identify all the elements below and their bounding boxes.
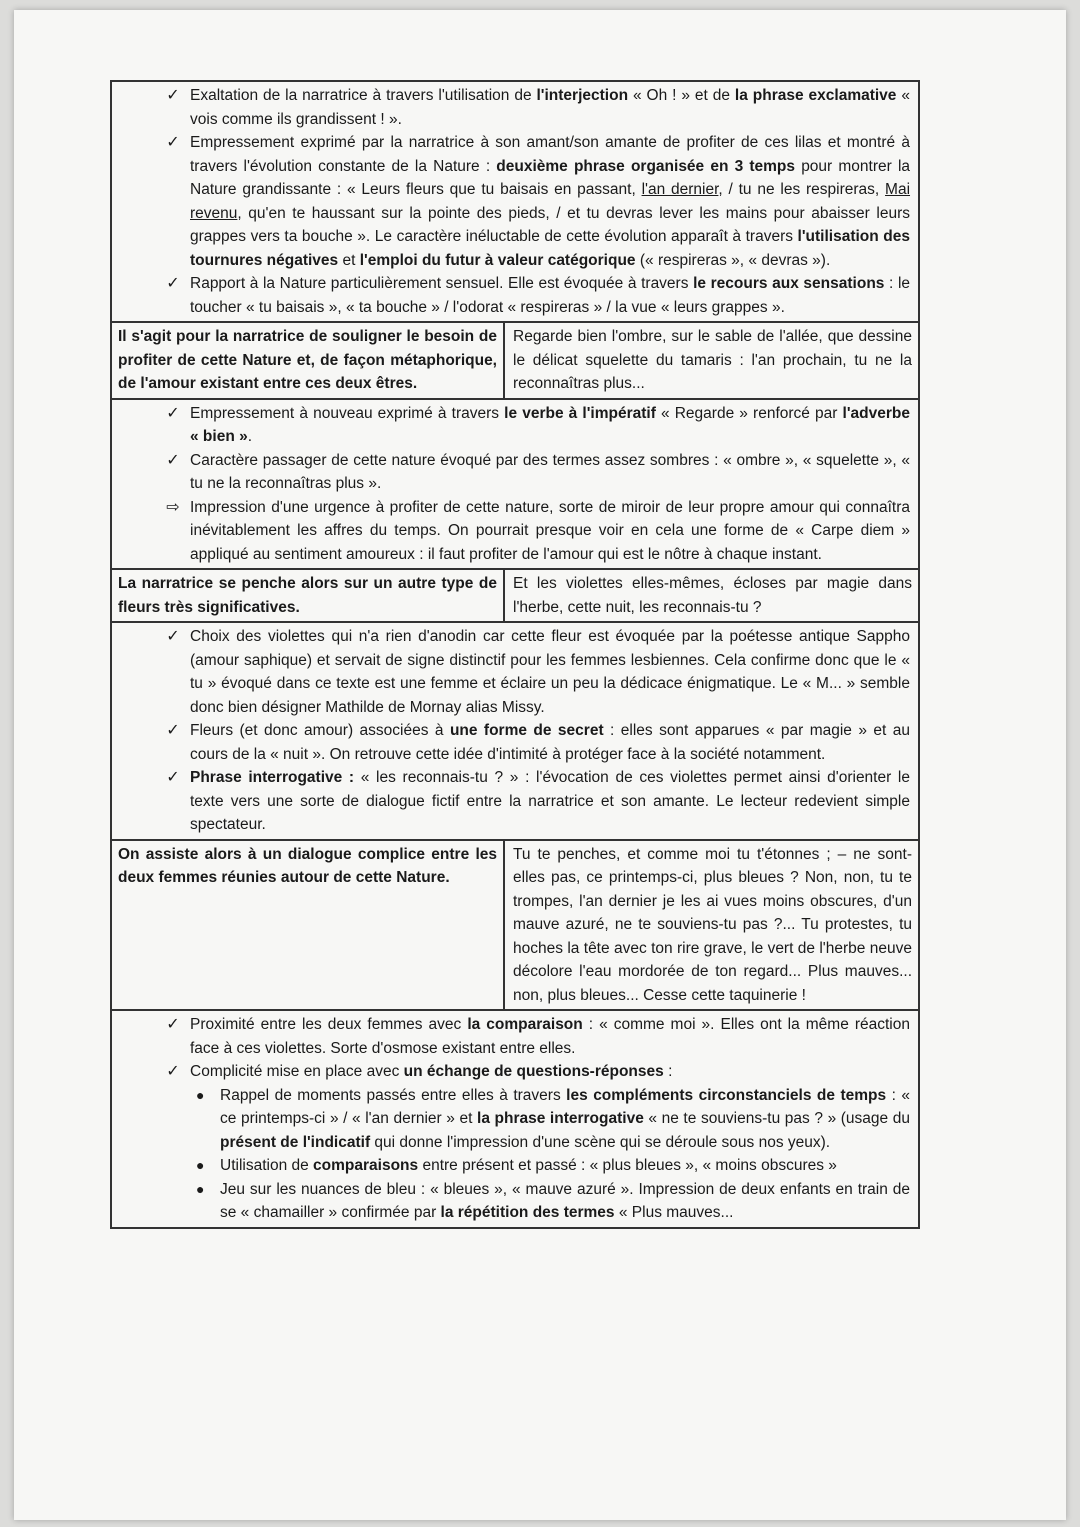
text-span: Rapport à la Nature particulièrement sensuel. Elle est évoquée à travers: [190, 275, 694, 292]
quote-row: [112, 321, 918, 398]
text-span: Empressement à nouveau exprimé à travers: [190, 404, 505, 422]
commentary-item: [120, 84, 910, 131]
checkmark-icon: ✓: [166, 275, 180, 292]
checkmark-icon: ✓: [166, 1063, 180, 1080]
commentary-block: [112, 1009, 918, 1227]
emphasized-text: la phrase exclamative: [734, 87, 897, 104]
text-span: Proximité entre les deux femmes avec: [190, 1016, 468, 1033]
commentary-list: [120, 1013, 910, 1225]
text-span: : « ce printemps-ci » / « l'an dernier » et: [220, 1086, 910, 1127]
analysis-cell: On assiste alors à un dialogue complice entre les deux femmes réunies autour de cette Nature.: [112, 841, 505, 1010]
text-span: Exaltation de la narratrice à travers l'utilisation de: [190, 87, 537, 104]
emphasized-text: une forme de secret: [449, 722, 604, 739]
commentary-item: [120, 625, 910, 719]
emphasized-text: l'emploi du futur à valeur catégorique: [359, 251, 636, 269]
text-span: Complicité mise en place avec: [190, 1063, 404, 1080]
text-span: Choix des violettes qui n'a rien d'anodin car cette fleur est évoquée par la poétesse antique Sappho (amour saphique) et servait de signe distinctif pour les femmes lesbiennes. Cela confirme donc que le « tu » évoqué dans ce texte est une femme et éclaire un peu la dédicace énigmatique. Le « M... » semble donc bien désigner Mathilde de Mornay alias Missy.: [190, 628, 910, 716]
text-span: Jeu sur les nuances de bleu : « bleues », « mauve azuré ». Impression de deux enfants en train de se « chamailler » confirmée par: [220, 1180, 910, 1221]
checkmark-icon: ✓: [166, 451, 180, 469]
text-span: « ne te souviens-tu pas ? » (usage du: [643, 1110, 910, 1127]
text-span: « Regarde » renforcé par: [655, 404, 843, 422]
sub-list-item: [120, 1178, 910, 1225]
checkmark-icon: ✓: [166, 87, 180, 104]
paper-sheet: [14, 10, 1066, 1520]
commentary-item: [120, 496, 910, 567]
commentary-item: [120, 1013, 910, 1060]
commentary-item: [120, 766, 910, 837]
text-span: : « comme moi ». Elles ont la même réaction face à ces violettes. Sorte d'osmose existant entre elles.: [190, 1016, 910, 1057]
emphasized-text: comparaisons: [313, 1157, 419, 1174]
text-span: : elles sont apparues « par magie » et au cours de la « nuit ». On retrouve cette idée d'intimité à protéger face à la société notamment.: [190, 722, 910, 763]
emphasized-text: les compléments circonstanciels de temps: [566, 1086, 887, 1104]
emphasized-text: l'interjection: [536, 87, 629, 104]
underlined-text: Mai revenu: [190, 181, 911, 222]
emphasized-text: la répétition des termes: [440, 1204, 615, 1221]
checkmark-icon: ✓: [166, 404, 180, 422]
text-span: qui donne l'impression d'une scène qui se déroule sous nos yeux).: [370, 1133, 831, 1151]
text-span: , / tu ne les respireras,: [718, 181, 886, 198]
commentary-list: [120, 84, 910, 319]
bullet-icon: ●: [196, 1157, 205, 1173]
text-span: Utilisation de: [220, 1157, 314, 1174]
quote-cell: Tu te penches, et comme moi tu t'étonnes ; – ne sont-elles pas, ce printemps-ci, plus bleues ? Non, non, tu te trompes, l'an dernier je les ai vues moins obscures, d'un mauve azuré, ne te souviens-tu pas ?... Tu protestes, tu hoches la tête avec ton rire grave, le vert de l'herbe neuve décolore l'eau mordorée de ton regard... Plus mauves... non, plus bleues... Cesse cette taquinerie !: [513, 845, 912, 1004]
checkmark-icon: ✓: [166, 722, 180, 739]
underlined-text: l'an dernier: [641, 181, 719, 198]
commentary-list: [120, 625, 910, 837]
arrow-right-icon: ⇨: [166, 498, 180, 516]
sub-list-item: [120, 1084, 910, 1155]
quote-cell: Et les violettes elles-mêmes, écloses par magie dans l'herbe, cette nuit, les reconnais-tu ?: [513, 575, 912, 616]
text-span: « Plus mauves...: [614, 1204, 734, 1221]
commentary-list: [120, 402, 910, 567]
commentary-item: [120, 719, 910, 766]
checkmark-icon: ✓: [166, 134, 180, 151]
emphasized-text: l'utilisation des tournures négatives: [190, 228, 910, 269]
text-span: (« respireras », « devras »).: [635, 251, 831, 269]
quote-row: [112, 839, 918, 1010]
text-span: Empressement exprimé par la narratrice à son amant/son amante de profiter de ces lilas et montré à travers l'évolution constante de la Nature :: [190, 134, 910, 175]
checkmark-icon: ✓: [166, 1016, 180, 1033]
sub-list-item: [120, 1154, 910, 1178]
commentary-block: [112, 398, 918, 569]
text-span: :: [663, 1063, 673, 1080]
quote-row: [112, 568, 918, 621]
commentary-item: [120, 402, 910, 449]
emphasized-text: deuxième phrase organisée en 3 temps: [496, 157, 796, 175]
analysis-table: [110, 80, 920, 1229]
text-span: pour montrer la Nature grandissante : « Leurs fleurs que tu baisais en passant,: [190, 157, 911, 198]
text-span: « les reconnais-tu ? » : l'évocation de ces violettes permet ainsi d'orienter le texte vers une sorte de dialogue fictif entre la narratrice et son amante. Le lecteur redevient simple spectateur.: [190, 769, 910, 833]
commentary-block: [112, 82, 918, 321]
emphasized-text: Phrase interrogative :: [190, 769, 355, 786]
quote-cell: Regarde bien l'ombre, sur le sable de l'allée, que dessine le délicat squelette du tamaris : l'an prochain, tu ne la reconnaîtras plus...: [513, 328, 912, 392]
text-span: Caractère passager de cette nature évoqué par des termes assez sombres : « ombre », « squelette », « tu ne la reconnaîtras plus ».: [190, 451, 910, 492]
analysis-cell: Il s'agit pour la narratrice de souligner le besoin de profiter de cette Nature et, de façon métaphorique, de l'amour existant entre ces deux êtres.: [112, 323, 505, 398]
commentary-item: [120, 449, 910, 496]
emphasized-text: le recours aux sensations: [693, 275, 885, 292]
text-span: Rappel de moments passés entre elles à travers: [220, 1086, 567, 1104]
commentary-item: [120, 1060, 910, 1225]
analysis-cell: La narratrice se penche alors sur un autre type de fleurs très significatives.: [112, 570, 505, 621]
emphasized-text: la comparaison: [467, 1016, 583, 1033]
checkmark-icon: ✓: [166, 769, 180, 786]
emphasized-text: un échange de questions-réponses: [403, 1063, 664, 1080]
bullet-icon: ●: [196, 1180, 205, 1197]
text-span: entre présent et passé : « plus bleues », « moins obscures »: [418, 1157, 837, 1174]
emphasized-text: présent de l'indicatif: [220, 1133, 371, 1151]
checkmark-icon: ✓: [166, 628, 180, 645]
text-span: et: [338, 251, 360, 269]
emphasized-text: l'adverbe « bien »: [190, 404, 910, 445]
sub-list: [120, 1084, 910, 1225]
text-span: Impression d'une urgence à profiter de cette nature, sorte de miroir de leur propre amour qui connaîtra inévitablement les affres du temps. On pourrait presque voir en cela une forme de « Carpe diem » appliqué au sentiment amoureux : il faut profiter de l'amour qui est le nôtre à chaque instant.: [190, 498, 910, 563]
text-span: .: [247, 428, 253, 445]
emphasized-text: le verbe à l'impératif: [504, 404, 656, 422]
emphasized-text: la phrase interrogative: [477, 1110, 644, 1127]
text-span: , qu'en te haussant sur la pointe des pieds, / et tu devras lever les mains pour abaisser leurs grappes vers ta bouche ». Le caractère inéluctable de cette évolution apparaît à travers: [190, 204, 910, 245]
bullet-icon: ●: [196, 1086, 205, 1103]
text-span: « vois comme ils grandissent ! ».: [190, 87, 910, 128]
text-span: « Oh ! » et de: [628, 87, 735, 104]
commentary-item: [120, 272, 910, 319]
text-span: Fleurs (et donc amour) associées à: [190, 722, 450, 739]
commentary-item: [120, 131, 910, 272]
text-span: : le toucher « tu baisais », « ta bouche » / l'odorat « respireras » / la vue « leurs grappes ».: [190, 275, 911, 316]
commentary-block: [112, 621, 918, 839]
